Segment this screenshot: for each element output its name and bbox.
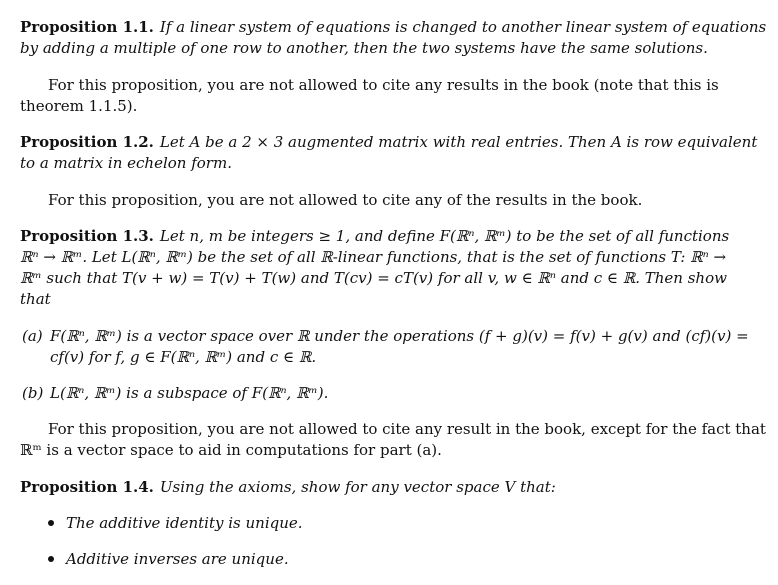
proposition-statement: Let n, m be integers ≥ 1, and define F(ℝⁿ, ℝᵐ) to be the set of all functions <box>159 227 730 245</box>
proposition-1-3-note-line1: For this proposition, you are not allowed to cite any result in the book, except for the fact that <box>48 420 766 438</box>
proposition-1-1-note-line1: For this proposition, you are not allowed to cite any results in the book (note that this is <box>48 76 719 94</box>
proposition-1-3-line3: ℝᵐ such that T(v + w) = T(v) + T(w) and T(cv) = cT(v) for all v, w ∈ ℝⁿ and c ∈ ℝ. Then show <box>20 269 727 287</box>
proposition-statement: Using the axioms, show for any vector space V that: <box>159 478 556 496</box>
proposition-1-2-note-line1: For this proposition, you are not allowed to cite any of the results in the book. <box>48 191 643 209</box>
bullet-icon <box>48 520 54 526</box>
proposition-1-3-line4: that <box>20 290 51 308</box>
proposition-statement: Let A be a 2 × 3 augmented matrix with real entries. Then A is row equivalent <box>159 133 758 151</box>
proposition-label: Proposition 1.3. <box>20 227 154 245</box>
part-b-line1: L(ℝⁿ, ℝᵐ) is a subspace of F(ℝⁿ, ℝᵐ). <box>50 384 329 402</box>
proposition-label: Proposition 1.4. <box>20 478 154 496</box>
proposition-1-1-line2: by adding a multiple of one row to another, then the two systems have the same solutions. <box>20 39 708 57</box>
bullet-icon <box>48 556 54 562</box>
proposition-1-2-line1 <box>20 132 757 152</box>
proposition-1-1-line1 <box>20 17 765 37</box>
part-a-marker: (a) <box>22 327 43 345</box>
part-a-line1: F(ℝⁿ, ℝᵐ) is a vector space over ℝ under the operations (f + g)(v) = f(v) + g(v) and (cf)(v) = <box>50 327 749 345</box>
proposition-1-3-note-line2: ℝᵐ is a vector space to aid in computations for part (a). <box>20 441 442 459</box>
proposition-1-2-line2: to a matrix in echelon form. <box>20 154 232 172</box>
bullet-item-1: The additive identity is unique. <box>66 514 303 532</box>
proposition-1-3-line2: ℝⁿ → ℝᵐ. Let L(ℝⁿ, ℝᵐ) be the set of all ℝ-linear functions, that is the set of functions T: ℝⁿ → <box>20 248 727 266</box>
proposition-label: Proposition 1.2. <box>20 133 154 151</box>
part-b-marker: (b) <box>22 384 44 402</box>
part-a-line2: cf(v) for f, g ∈ F(ℝⁿ, ℝᵐ) and c ∈ ℝ. <box>50 348 317 366</box>
proposition-label: Proposition 1.1. <box>20 18 154 36</box>
bullet-item-2: Additive inverses are unique. <box>66 550 289 568</box>
proposition-1-4-line1 <box>20 477 556 497</box>
proposition-1-3-line1 <box>20 226 729 246</box>
proposition-statement: If a linear system of equations is changed to another linear system of equations <box>159 18 767 36</box>
proposition-1-1-note-line2: theorem 1.1.5). <box>20 97 138 115</box>
